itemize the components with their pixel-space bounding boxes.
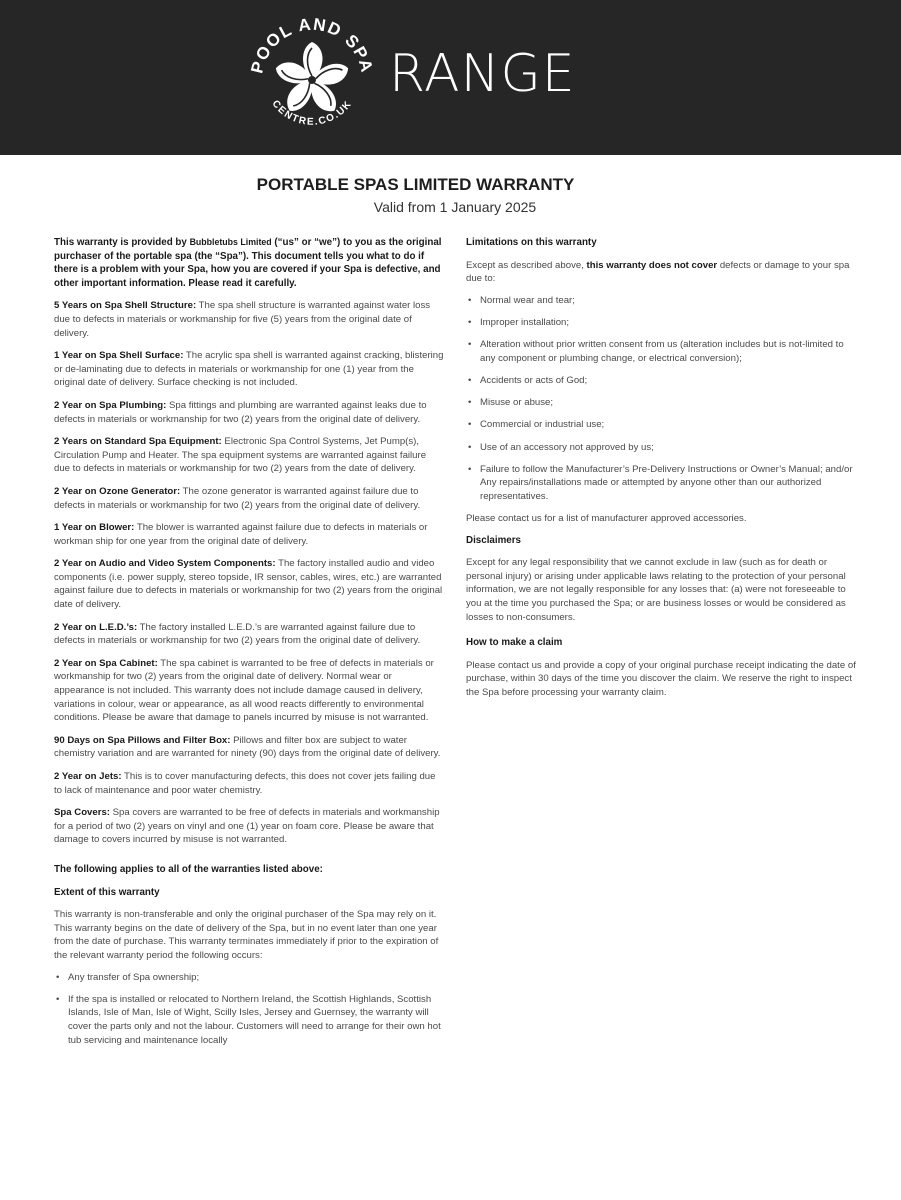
warranty-text: The blower is warranted against failure due to defects in materials or workman ship for one year from the original date of delivery. [54, 522, 428, 547]
intro-before: This warranty is provided by [54, 237, 190, 248]
warranty-text: The factory installed L.E.D.’s are warranted against failure due to defects in materials or workmanship for two (2) years from the original date of delivery. [54, 621, 421, 647]
list-item: • If the spa is installed or relocated to Northern Ireland, the Scottish Highlands, Scottish Islands, Isle of Man, Isle of Wight, Scilly Isles, Jersey and Guernsey, the warranty will cover the parts only and not the labour. Customers will need to arrange for their own hot tub servicing and maintenance locally [54, 993, 444, 1047]
limitations-heading: Limitations on this warranty [466, 237, 597, 248]
warranty-item [54, 806, 444, 847]
left-column [54, 236, 444, 1056]
accessories-note: Please contact us for a list of manufacturer approved accessories. [466, 513, 747, 525]
limitations-text-after: defects or damage to your spa due to: [466, 259, 850, 285]
list-item: • Any transfer of Spa ownership; [54, 971, 444, 985]
extent-text: This warranty is non-transferable and only the original purchaser of the Spa may rely on it. This warranty begins on the date of delivery of the Spa, but in no event later than one year from the date of purchase. This warranty terminates immediately if prior to the expiration of the relevant warranty period the following occurs: [54, 909, 439, 961]
disclaimers-text: Except for any legal responsibility that we cannot exclude in law (such as for death or personal injury) or arising under applicable laws relating to the protection of your personal information, we are not legally responsible for any losses that: (a) were not foreseeable to you at the time you purchased the Spa; or are business losses or would be considered as losses to non-consumers. [466, 557, 846, 623]
claim-text: Please contact us and provide a copy of your original purchase receipt indicating the date of purchase, within 30 days of the time you discover the claim. We reserve the right to inspect the Spa before processing your warranty claim. [466, 659, 856, 698]
warranty-heading: 5 Years on Spa Shell Structure: [54, 300, 197, 312]
warranty-item [54, 521, 444, 548]
disclaimers-heading: Disclaimers [466, 534, 522, 546]
warranty-item [54, 485, 444, 512]
warranty-item [54, 621, 444, 648]
header-banner [0, 0, 901, 155]
svg-text:POOL AND SPA: POOL AND SPA [247, 14, 377, 76]
warranty-text: Spa fittings and plumbing are warranted against leaks due to defects in materials or workmanship for two (2) years from the original date of delivery. [54, 399, 427, 425]
warranty-heading: Spa Covers: [54, 807, 110, 819]
list-item: • Normal wear and tear; [466, 294, 856, 308]
warranty-text: Pillows and filter box are subject to water chemistry variation and are warranted for ninety (90) days from the original date of delivery. [54, 734, 441, 760]
list-item: • Improper installation; [466, 316, 856, 330]
warranty-heading: 2 Year on Jets: [54, 771, 122, 782]
list-item: • Alteration without prior written consent from us (alteration includes but is not-limited to any component or plumbing change, or electrical conversion); [466, 338, 856, 365]
warranty-text: This is to cover manufacturing defects, this does not cover jets failing due to lack of maintenance and poor water chemistry. [54, 771, 436, 796]
warranty-item [54, 770, 444, 797]
right-column [466, 236, 856, 708]
company-name: Bubbletubs Limited [189, 237, 272, 247]
warranty-text: Spa covers are warranted to be free of defects in materials and workmanship for a period of two (2) years on vinyl and one (1) year on foam core. Please be aware that damage to covers incurred by misuse is not warranted. [54, 807, 440, 846]
extent-bullet-list [54, 971, 444, 1048]
warranty-heading: 2 Year on Audio and Video System Components: [54, 558, 276, 570]
list-item: • Misuse or abuse; [466, 396, 856, 410]
intro-after: (“us” or “we”) to you as the original purchaser of the portable spa (the “Spa”). This document tells you what to do if there is a problem with your Spa, how you are covered if your Spa is defective, and other important information. Please read it carefully. [54, 237, 442, 289]
warranty-text: Electronic Spa Control Systems, Jet Pump(s), Circulation Pump and Heater. The spa equipment systems are warranted against failure due to defects in materials or workmanship for two (2) years from the date of delivery. [54, 436, 427, 475]
list-item: • Failure to follow the Manufacturer’s Pre-Delivery Instructions or Owner’s Manual; and/or Any repairs/installations made or attempted by anyone other than our authorized representatives. [466, 463, 856, 504]
warranty-text: The ozone generator is warranted against failure due to defects in materials or workmanship for two (2) years from the original date of delivery. [54, 485, 421, 511]
intro-paragraph [54, 236, 444, 290]
warranty-heading: 2 Year on L.E.D.’s: [54, 621, 138, 633]
warranty-item [54, 435, 444, 476]
warranty-item [54, 734, 444, 761]
extent-heading: Extent of this warranty [54, 886, 160, 898]
warranty-item [54, 349, 444, 390]
pool-and-spa-logo [244, 8, 380, 144]
page-title: PORTABLE SPAS LIMITED WARRANTY [256, 175, 575, 194]
brand-range-label: RANGE [389, 44, 576, 104]
svg-text:CENTRE.CO.UK: CENTRE.CO.UK [269, 98, 355, 128]
limitations-bullet-list [466, 294, 856, 504]
limitations-text [466, 259, 856, 286]
warranty-item [54, 657, 444, 725]
applies-heading: The following applies to all of the warranties listed above: [54, 863, 323, 875]
page-subtitle: Valid from 1 January 2025 [373, 199, 537, 215]
warranty-heading: 2 Year on Spa Cabinet: [54, 657, 158, 669]
warranty-item [54, 299, 444, 340]
limitations-text-before: Except as described above, [466, 259, 587, 271]
list-item: • Use of an accessory not approved by us; [466, 441, 856, 455]
list-item: • Accidents or acts of God; [466, 374, 856, 388]
warranty-heading: 2 Year on Spa Plumbing: [54, 399, 167, 411]
warranty-heading: 90 Days on Spa Pillows and Filter Box: [54, 734, 231, 746]
warranty-text: The spa shell structure is warranted against water loss due to defects in materials or workmanship for five (5) years from the original date of delivery. [54, 300, 431, 339]
warranty-item [54, 399, 444, 426]
claim-heading: How to make a claim [466, 637, 563, 649]
warranty-heading: 1 Year on Spa Shell Surface: [54, 350, 184, 362]
warranty-heading: 2 Years on Standard Spa Equipment: [54, 436, 222, 448]
warranty-item [54, 557, 444, 611]
warranty-text: The factory installed audio and video components (i.e. power supply, stereo topside, IR sensor, cables, wires, etc.) are warranted against failure due to defects in materials or workmanship for two (2) years from the original date of delivery. [54, 558, 443, 611]
limitations-text-bold: this warranty does not cover [586, 259, 718, 271]
warranty-heading: 1 Year on Blower: [54, 522, 135, 534]
warranty-heading: 2 Year on Ozone Generator: [54, 485, 181, 497]
warranty-text: The acrylic spa shell is warranted against cracking, blistering or de-laminating due to defects in materials or workmanship for one (1) year from the original date of delivery. Surface checking is not included. [54, 350, 444, 389]
warranty-text: The spa cabinet is warranted to be free of defects in materials or workmanship for two (2) years from the original date of delivery. Normal wear or appearance is not included. This warranty does not include damage caused in delivery, variations in colour, wear or appearance, as all wood reacts differently to environmental conditions. Please be aware that damage to panels incurred by misuse is not warranted. [54, 657, 434, 724]
list-item: • Commercial or industrial use; [466, 418, 856, 432]
